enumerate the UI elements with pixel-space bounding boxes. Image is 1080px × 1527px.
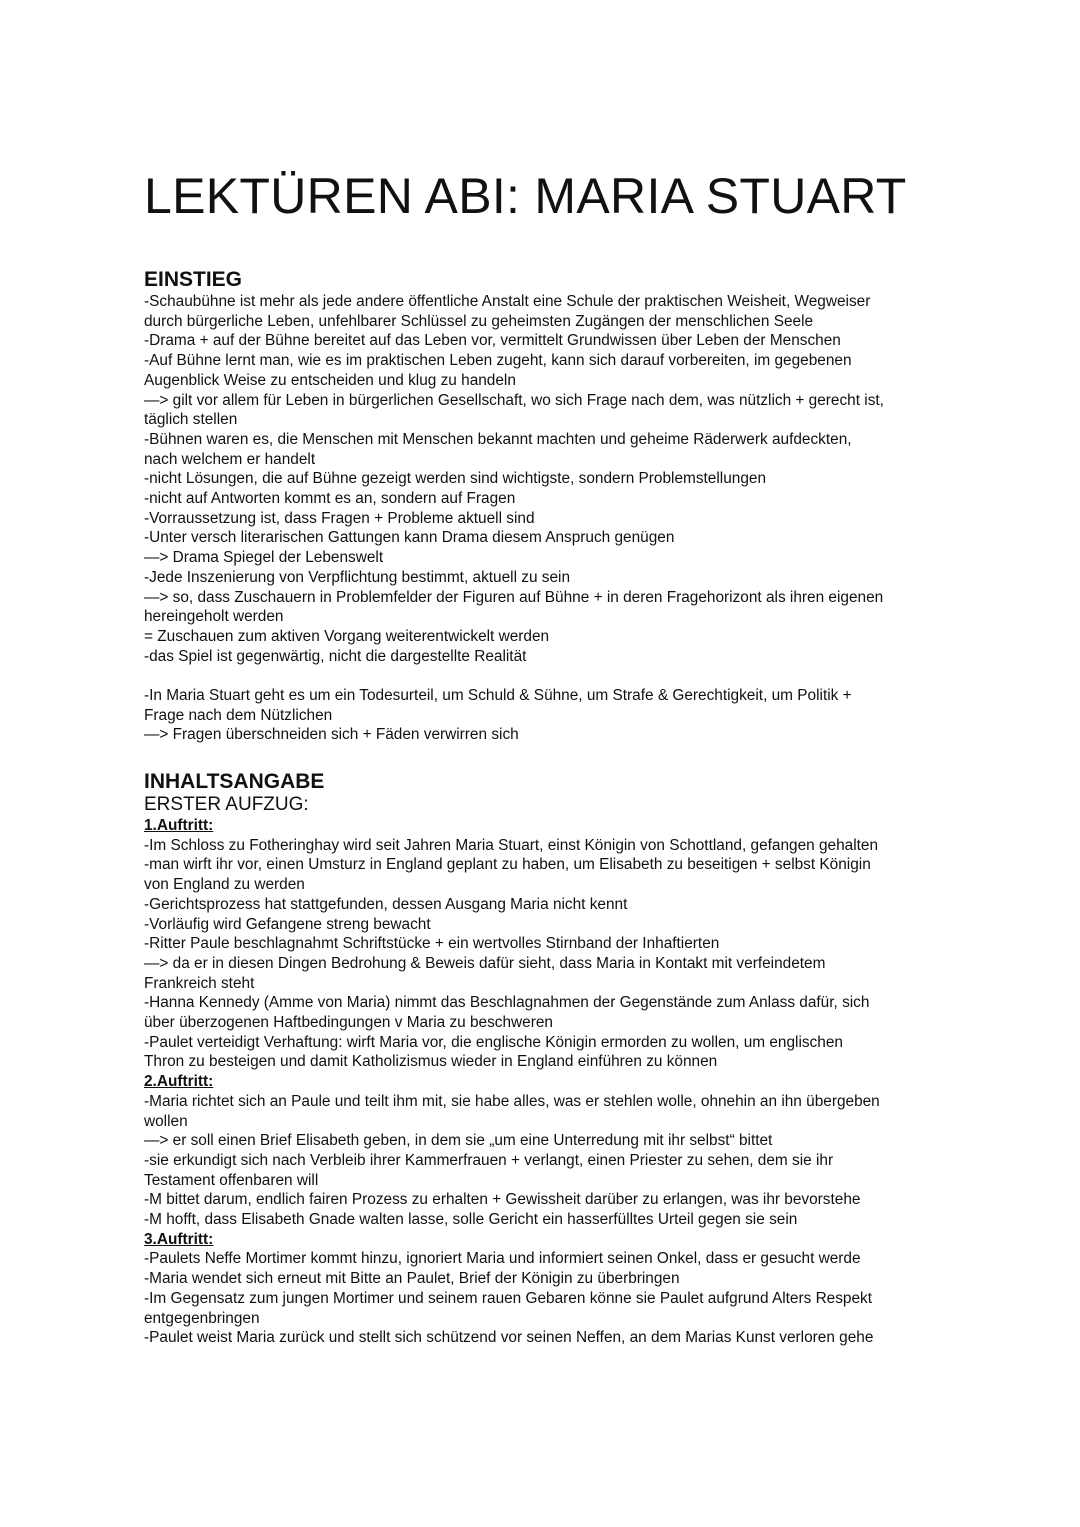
text-line: = Zuschauen zum aktiven Vorgang weiterentwickelt werden <box>144 627 550 645</box>
text-line: Frankreich steht <box>144 974 255 992</box>
text-line: -In Maria Stuart geht es um ein Todesurteil, um Schuld & Sühne, um Strafe & Gerechtigkeit, um Politik + <box>144 687 852 705</box>
text-line: -Unter versch literarischen Gattungen kann Drama diesem Anspruch genügen <box>144 529 675 547</box>
auftritt-1-body <box>144 836 944 1072</box>
text-line: nach welchem er handelt <box>144 450 316 468</box>
text-line: -Im Gegensatz zum jungen Mortimer und seinem rauen Gebaren könne sie Paulet aufgrund Alters Respekt <box>144 1289 873 1307</box>
text-line: -Paulet verteidigt Verhaftung: wirft Maria vor, die englische Königin ermorden zu wollen, um englischen <box>144 1033 843 1051</box>
text-line: Thron zu besteigen und damit Katholizismus wieder in England einführen zu können <box>144 1053 718 1071</box>
text-line: täglich stellen <box>144 411 238 429</box>
text-line: -sie erkundigt sich nach Verbleib ihrer Kammerfrauen + verlangt, einen Priester zu sehen, dem sie ihr <box>144 1151 834 1169</box>
text-line: wollen <box>144 1112 188 1130</box>
section-einstieg <box>144 268 944 745</box>
text-line: entgegenbringen <box>144 1309 260 1327</box>
text-line: Augenblick Weise zu entscheiden und klug zu handeln <box>144 371 516 389</box>
text-line: -Vorraussetzung ist, dass Fragen + Probleme aktuell sind <box>144 509 535 527</box>
text-line: —> Fragen überschneiden sich + Fäden verwirren sich <box>144 726 519 744</box>
text-line: Frage nach dem Nützlichen <box>144 706 333 724</box>
text-line: -Bühnen waren es, die Menschen mit Menschen bekannt machten und geheime Räderwerk aufdeckten, <box>144 430 852 448</box>
text-line: -Drama + auf der Bühne bereitet auf das Leben vor, vermittelt Grundwissen über Leben der Menschen <box>144 332 841 350</box>
text-line: -Vorläufig wird Gefangene streng bewacht <box>144 915 431 933</box>
text-line: -M hofft, dass Elisabeth Gnade walten lasse, solle Gericht ein hasserfülltes Urteil gegen sie sein <box>144 1211 798 1229</box>
auftritt-1-label: 1.Auftritt: <box>144 817 214 834</box>
text-line: -Im Schloss zu Fotheringhay wird seit Jahren Maria Stuart, einst Königin von Schottland, gefangen gehalten <box>144 836 879 854</box>
text-line: —> da er in diesen Dingen Bedrohung & Beweis dafür sieht, dass Maria in Kontakt mit verfeindetem <box>144 954 826 972</box>
auftritt-2-body <box>144 1092 944 1230</box>
text-line: -Auf Bühne lernt man, wie es im praktischen Leben zugeht, kann sich darauf vorbereiten, im gegebenen <box>144 352 852 370</box>
text-line: -Paulets Neffe Mortimer kommt hinzu, ignoriert Maria und informiert seinen Onkel, dass er gesucht werde <box>144 1250 861 1268</box>
text-line: -man wirft ihr vor, einen Umsturz in England geplant zu haben, um Elisabeth zu beseitigen + selbst Königin <box>144 856 871 874</box>
text-line: Testament offenbaren will <box>144 1171 319 1189</box>
auftritt-2-label: 2.Auftritt: <box>144 1073 214 1091</box>
subheading-erster-aufzug: ERSTER AUFZUG: <box>144 794 309 815</box>
text-line: -das Spiel ist gegenwärtig, nicht die dargestellte Realität <box>144 647 527 665</box>
einstieg-body <box>144 292 944 666</box>
text-line: —> Drama Spiegel der Lebenswelt <box>144 549 384 567</box>
text-line: —> so, dass Zuschauern in Problemfelder der Figuren auf Bühne + in deren Fragehorizont als ihren eigenen <box>144 588 884 606</box>
text-line: —> er soll einen Brief Elisabeth geben, in dem sie „um eine Unterredung mit ihr selbst“ bittet <box>144 1132 773 1150</box>
section-inhaltsangabe <box>144 770 944 1348</box>
text-line: -nicht Lösungen, die auf Bühne gezeigt werden sind wichtigste, sondern Problemstellungen <box>144 470 767 488</box>
text-line: über überzogenen Haftbedingungen v Maria zu beschweren <box>144 1014 553 1032</box>
text-line: —> gilt vor allem für Leben in bürgerlichen Gesellschaft, wo sich Frage nach dem, was nützlich + gerecht ist, <box>144 391 884 409</box>
page-title: LEKTÜREN ABI: MARIA STUART <box>144 168 907 224</box>
text-line: -nicht auf Antworten kommt es an, sondern auf Fragen <box>144 490 516 508</box>
text-line: -Jede Inszenierung von Verpflichtung bestimmt, aktuell zu sein <box>144 568 571 586</box>
text-line: -Gerichtsprozess hat stattgefunden, dessen Ausgang Maria nicht kennt <box>144 895 628 913</box>
text-line: hereingeholt werden <box>144 608 284 626</box>
paragraph-gap <box>144 666 944 686</box>
text-line: durch bürgerliche Leben, unfehlbarer Schlüssel zu geheimsten Zugängen der menschlichen Seele <box>144 312 814 330</box>
text-line: -Hanna Kennedy (Amme von Maria) nimmt das Beschlagnahmen der Gegenstände zum Anlass dafür, sich <box>144 994 870 1012</box>
text-line: -M bittet darum, endlich fairen Prozess zu erhalten + Gewissheit darüber zu erlangen, was ihr bevorstehe <box>144 1191 861 1209</box>
text-line: -Maria richtet sich an Paule und teilt ihm mit, sie habe alles, was er stehlen wolle, ohnehin an ihn übergeben <box>144 1092 880 1110</box>
text-line: -Paulet weist Maria zurück und stellt sich schützend vor seinen Neffen, an dem Marias Kunst verloren gehe <box>144 1329 874 1347</box>
text-line: -Ritter Paule beschlagnahmt Schriftstücke + ein wertvolles Stirnband der Inhaftierten <box>144 935 720 953</box>
auftritt-3-label: 3.Auftritt: <box>144 1230 214 1248</box>
einstieg-body-2 <box>144 686 944 745</box>
text-line: -Maria wendet sich erneut mit Bitte an Paulet, Brief der Königin zu überbringen <box>144 1270 680 1288</box>
text-line: -Schaubühne ist mehr als jede andere öffentliche Anstalt eine Schule der praktischen Weisheit, Wegweiser <box>144 293 871 310</box>
auftritt-3-body <box>144 1249 944 1348</box>
section-heading-inhaltsangabe: INHALTSANGABE <box>144 770 325 793</box>
text-line: von England zu werden <box>144 876 305 894</box>
section-heading-einstieg: EINSTIEG <box>144 268 243 291</box>
